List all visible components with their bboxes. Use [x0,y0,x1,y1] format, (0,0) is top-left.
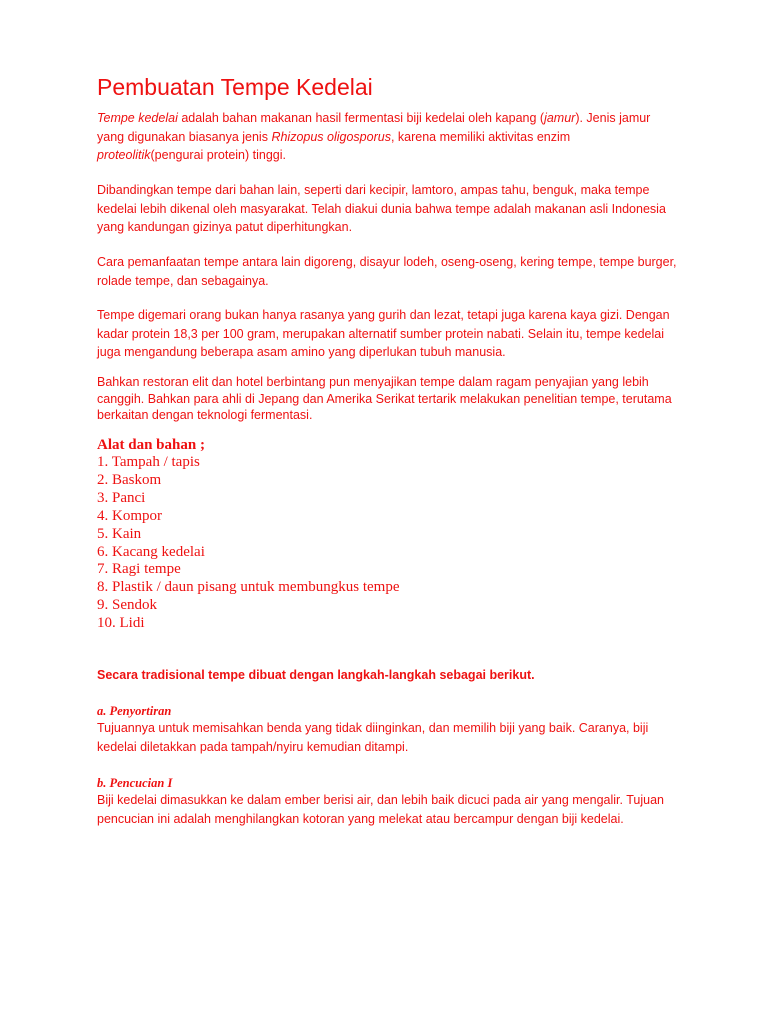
tools-list-item: 8. Plastik / daun pisang untuk membungkus tempe [97,579,400,596]
document-title: Pembuatan Tempe Kedelai [97,74,373,100]
tools-heading: Alat dan bahan ; [97,437,205,453]
intro-paragraph [97,109,677,165]
tools-list-item: 9. Sendok [97,597,157,614]
tools-list-item: 2. Baskom [97,471,162,488]
step-a-title: a. Penyortiran [97,704,172,718]
tools-list-item: 10. Lidi [97,615,145,632]
term-proteolitik: proteolitik [97,148,151,162]
tools-list-item: 7. Ragi tempe [97,561,181,578]
tools-list [97,454,399,633]
intro-text-4: (pengurai protein) tinggi. [150,148,286,162]
paragraph-restaurants: Bahkan restoran elit dan hotel berbintang pun menyajikan tempe dalam ragam penyajian yang lebih canggih. Bahkan para ahli di Jepang dan Amerika Serikat tertarik melakukan penelitian tempe, terutama berkaitan dengan teknologi fermentasi. [97,375,672,422]
steps-intro: Secara tradisional tempe dibuat dengan langkah-langkah sebagai berikut. [97,668,535,682]
step-a-text: Tujuannya untuk memisahkan benda yang tidak diinginkan, dan memilih biji yang baik. Caranya, biji kedelai diletakkan pada tampah/nyiru kemudian ditampi. [97,721,649,754]
term-jamur: jamur [544,111,576,125]
term-tempe-kedelai: Tempe kedelai [97,111,178,125]
step-b-text: Biji kedelai dimasukkan ke dalam ember berisi air, dan lebih baik dicuci pada air yang mengalir. Tujuan pencucian ini adalah menghilangkan kotoran yang melekat atau bercampur dengan biji kedelai. [97,793,664,826]
intro-text-2: ). Jenis jamur yang digunakan biasanya jenis [97,111,651,144]
tools-list-item: 1. Tampah / tapis [97,454,200,470]
term-rhizopus: Rhizopus oligosporus [271,129,391,144]
paragraph-comparison: Dibandingkan tempe dari bahan lain, seperti dari kecipir, lamtoro, ampas tahu, benguk, maka tempe kedelai lebih dikenal oleh masyarakat. Telah diakui dunia bahwa tempe adalah makanan asli Indonesia yang kandungan gizinya patut diperhitungkan. [97,183,666,234]
tools-list-item: 6. Kacang kedelai [97,543,205,560]
tools-list-item: 4. Kompor [97,507,162,524]
step-b-title: b. Pencucian I [97,776,173,790]
paragraph-nutrition: Tempe digemari orang bukan hanya rasanya yang gurih dan lezat, tetapi juga karena kaya gizi. Dengan kadar protein 18,3 per 100 gram, merupakan alternatif sumber protein nabati. Selain itu, tempe kedelai juga mengandung beberapa asam amino yang diperlukan tubuh manusia. [97,308,670,359]
intro-text-1: adalah bahan makanan hasil fermentasi biji kedelai oleh kapang ( [177,111,545,125]
tools-list-item: 5. Kain [97,525,142,542]
intro-text-3: , karena memiliki aktivitas enzim [390,129,571,144]
tools-list-item: 3. Panci [97,489,146,506]
paragraph-usage: Cara pemanfaatan tempe antara lain digoreng, disayur lodeh, oseng-oseng, kering tempe, tempe burger, rolade tempe, dan sebagainya. [97,255,677,288]
